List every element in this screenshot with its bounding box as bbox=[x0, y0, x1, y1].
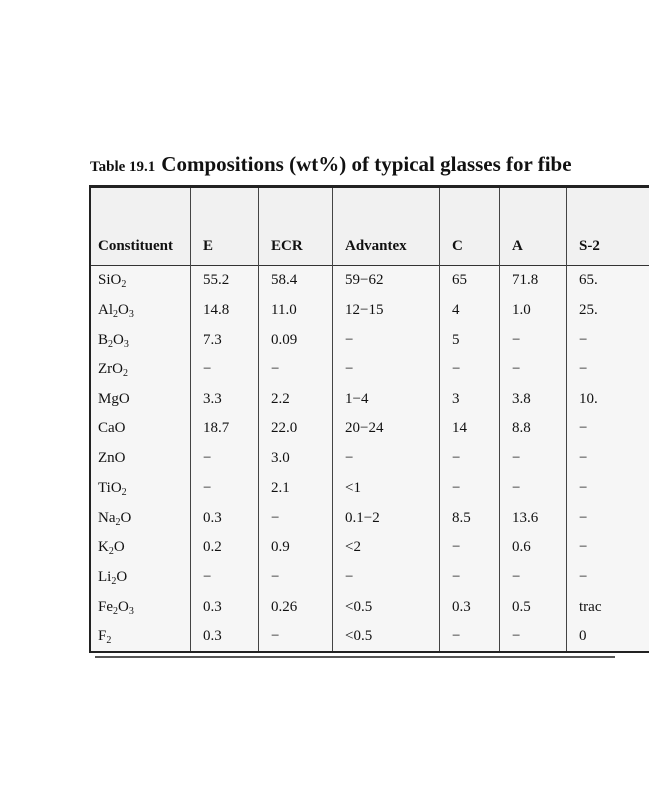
column-header: A bbox=[512, 238, 523, 254]
value-cell: − bbox=[512, 569, 521, 585]
value-cell: 3.3 bbox=[203, 391, 222, 407]
value-cell: − bbox=[512, 450, 521, 466]
column-divider bbox=[439, 188, 440, 651]
value-cell: 0.26 bbox=[271, 599, 298, 615]
composition-table bbox=[89, 185, 649, 653]
value-cell: 58.4 bbox=[271, 272, 298, 288]
value-cell: − bbox=[271, 361, 280, 377]
value-cell: 0.9 bbox=[271, 539, 290, 555]
constituent-cell: $Li_2O$ bbox=[98, 569, 128, 587]
value-cell: − bbox=[579, 332, 588, 348]
value-cell: − bbox=[579, 480, 588, 496]
value-cell: − bbox=[203, 361, 212, 377]
constituent-cell: TiO$_2$ bbox=[98, 480, 127, 498]
value-cell: 11.0 bbox=[271, 302, 297, 318]
value-cell: 65. bbox=[579, 272, 598, 288]
value-cell: 2.2 bbox=[271, 391, 290, 407]
value-cell: − bbox=[345, 332, 354, 348]
value-cell: 14 bbox=[452, 420, 467, 436]
value-cell: 4 bbox=[452, 302, 460, 318]
value-cell: 13.6 bbox=[512, 510, 539, 526]
column-divider bbox=[499, 188, 500, 651]
column-header: C bbox=[452, 238, 463, 254]
column-divider bbox=[332, 188, 333, 651]
table-number: Table 19.1 bbox=[90, 159, 156, 175]
constituent-cell: $Al_2O_3$ bbox=[98, 302, 134, 320]
column-header: Constituent bbox=[98, 238, 174, 254]
value-cell: 0 bbox=[579, 628, 587, 644]
constituent-cell: ZnO bbox=[98, 450, 126, 466]
value-cell: <1 bbox=[345, 480, 361, 496]
value-cell: − bbox=[512, 361, 521, 377]
value-cell: − bbox=[512, 628, 521, 644]
constituent-cell: $Fe_2O_3$ bbox=[98, 599, 134, 617]
value-cell: <0.5 bbox=[345, 599, 373, 615]
value-cell: 0.1−2 bbox=[345, 510, 380, 526]
value-cell: 0.3 bbox=[203, 628, 222, 644]
value-cell: 71.8 bbox=[512, 272, 539, 288]
value-cell: − bbox=[203, 480, 212, 496]
column-header: Advantex bbox=[345, 238, 407, 254]
value-cell: 0.09 bbox=[271, 332, 298, 348]
value-cell: − bbox=[579, 450, 588, 466]
value-cell: − bbox=[452, 480, 461, 496]
value-cell: − bbox=[271, 628, 280, 644]
column-header: S-2 bbox=[579, 238, 600, 254]
value-cell: 10. bbox=[579, 391, 598, 407]
column-header: ECR bbox=[271, 238, 303, 254]
value-cell: − bbox=[345, 569, 354, 585]
value-cell: 0.3 bbox=[203, 599, 222, 615]
value-cell: − bbox=[579, 361, 588, 377]
constituent-cell: ZrO$_2$ bbox=[98, 361, 129, 379]
value-cell: − bbox=[452, 450, 461, 466]
value-cell: 8.5 bbox=[452, 510, 471, 526]
value-cell: − bbox=[579, 420, 588, 436]
value-cell: − bbox=[452, 539, 461, 555]
value-cell: 0.5 bbox=[512, 599, 531, 615]
value-cell: − bbox=[345, 450, 354, 466]
value-cell: 59−62 bbox=[345, 272, 384, 288]
value-cell: − bbox=[512, 480, 521, 496]
value-cell: − bbox=[452, 628, 461, 644]
value-cell: 0.2 bbox=[203, 539, 222, 555]
value-cell: 5 bbox=[452, 332, 460, 348]
value-cell: 12−15 bbox=[345, 302, 384, 318]
value-cell: 22.0 bbox=[271, 420, 298, 436]
value-cell: − bbox=[579, 539, 588, 555]
value-cell: 1−4 bbox=[345, 391, 369, 407]
value-cell: − bbox=[579, 569, 588, 585]
constituent-cell: $F_2$ bbox=[98, 628, 112, 646]
value-cell: trac bbox=[579, 599, 602, 615]
value-cell: − bbox=[203, 450, 212, 466]
column-divider bbox=[258, 188, 259, 651]
value-cell: − bbox=[271, 510, 280, 526]
constituent-cell: $Na_2O$ bbox=[98, 510, 132, 528]
value-cell: 2.1 bbox=[271, 480, 290, 496]
value-cell: 0.3 bbox=[203, 510, 222, 526]
value-cell: 18.7 bbox=[203, 420, 230, 436]
value-cell: 3 bbox=[452, 391, 460, 407]
value-cell: <2 bbox=[345, 539, 361, 555]
value-cell: − bbox=[203, 569, 212, 585]
value-cell: <0.5 bbox=[345, 628, 373, 644]
value-cell: 3.0 bbox=[271, 450, 290, 466]
value-cell: 8.8 bbox=[512, 420, 531, 436]
value-cell: 14.8 bbox=[203, 302, 230, 318]
value-cell: − bbox=[271, 569, 280, 585]
value-cell: 55.2 bbox=[203, 272, 230, 288]
value-cell: 1.0 bbox=[512, 302, 531, 318]
value-cell: − bbox=[452, 361, 461, 377]
value-cell: 25. bbox=[579, 302, 598, 318]
constituent-cell: $K_2O$ bbox=[98, 539, 125, 557]
value-cell: − bbox=[345, 361, 354, 377]
value-cell: 65 bbox=[452, 272, 467, 288]
value-cell: 0.6 bbox=[512, 539, 531, 555]
constituent-cell: $B_2O_3$ bbox=[98, 332, 129, 350]
value-cell: − bbox=[512, 332, 521, 348]
column-header: E bbox=[203, 238, 214, 254]
value-cell: 0.3 bbox=[452, 599, 471, 615]
value-cell: − bbox=[452, 569, 461, 585]
constituent-cell: SiO$_2$ bbox=[98, 272, 127, 290]
constituent-cell: MgO bbox=[98, 391, 130, 407]
constituent-cell: CaO bbox=[98, 420, 126, 436]
column-divider bbox=[566, 188, 567, 651]
table-bottom-rule bbox=[95, 656, 615, 658]
column-divider bbox=[190, 188, 191, 651]
table-title: Compositions (wt%) of typical glasses for fibe bbox=[161, 152, 572, 176]
value-cell: − bbox=[579, 510, 588, 526]
value-cell: 3.8 bbox=[512, 391, 531, 407]
value-cell: 20−24 bbox=[345, 420, 384, 436]
table-caption bbox=[90, 152, 572, 177]
value-cell: 7.3 bbox=[203, 332, 222, 348]
